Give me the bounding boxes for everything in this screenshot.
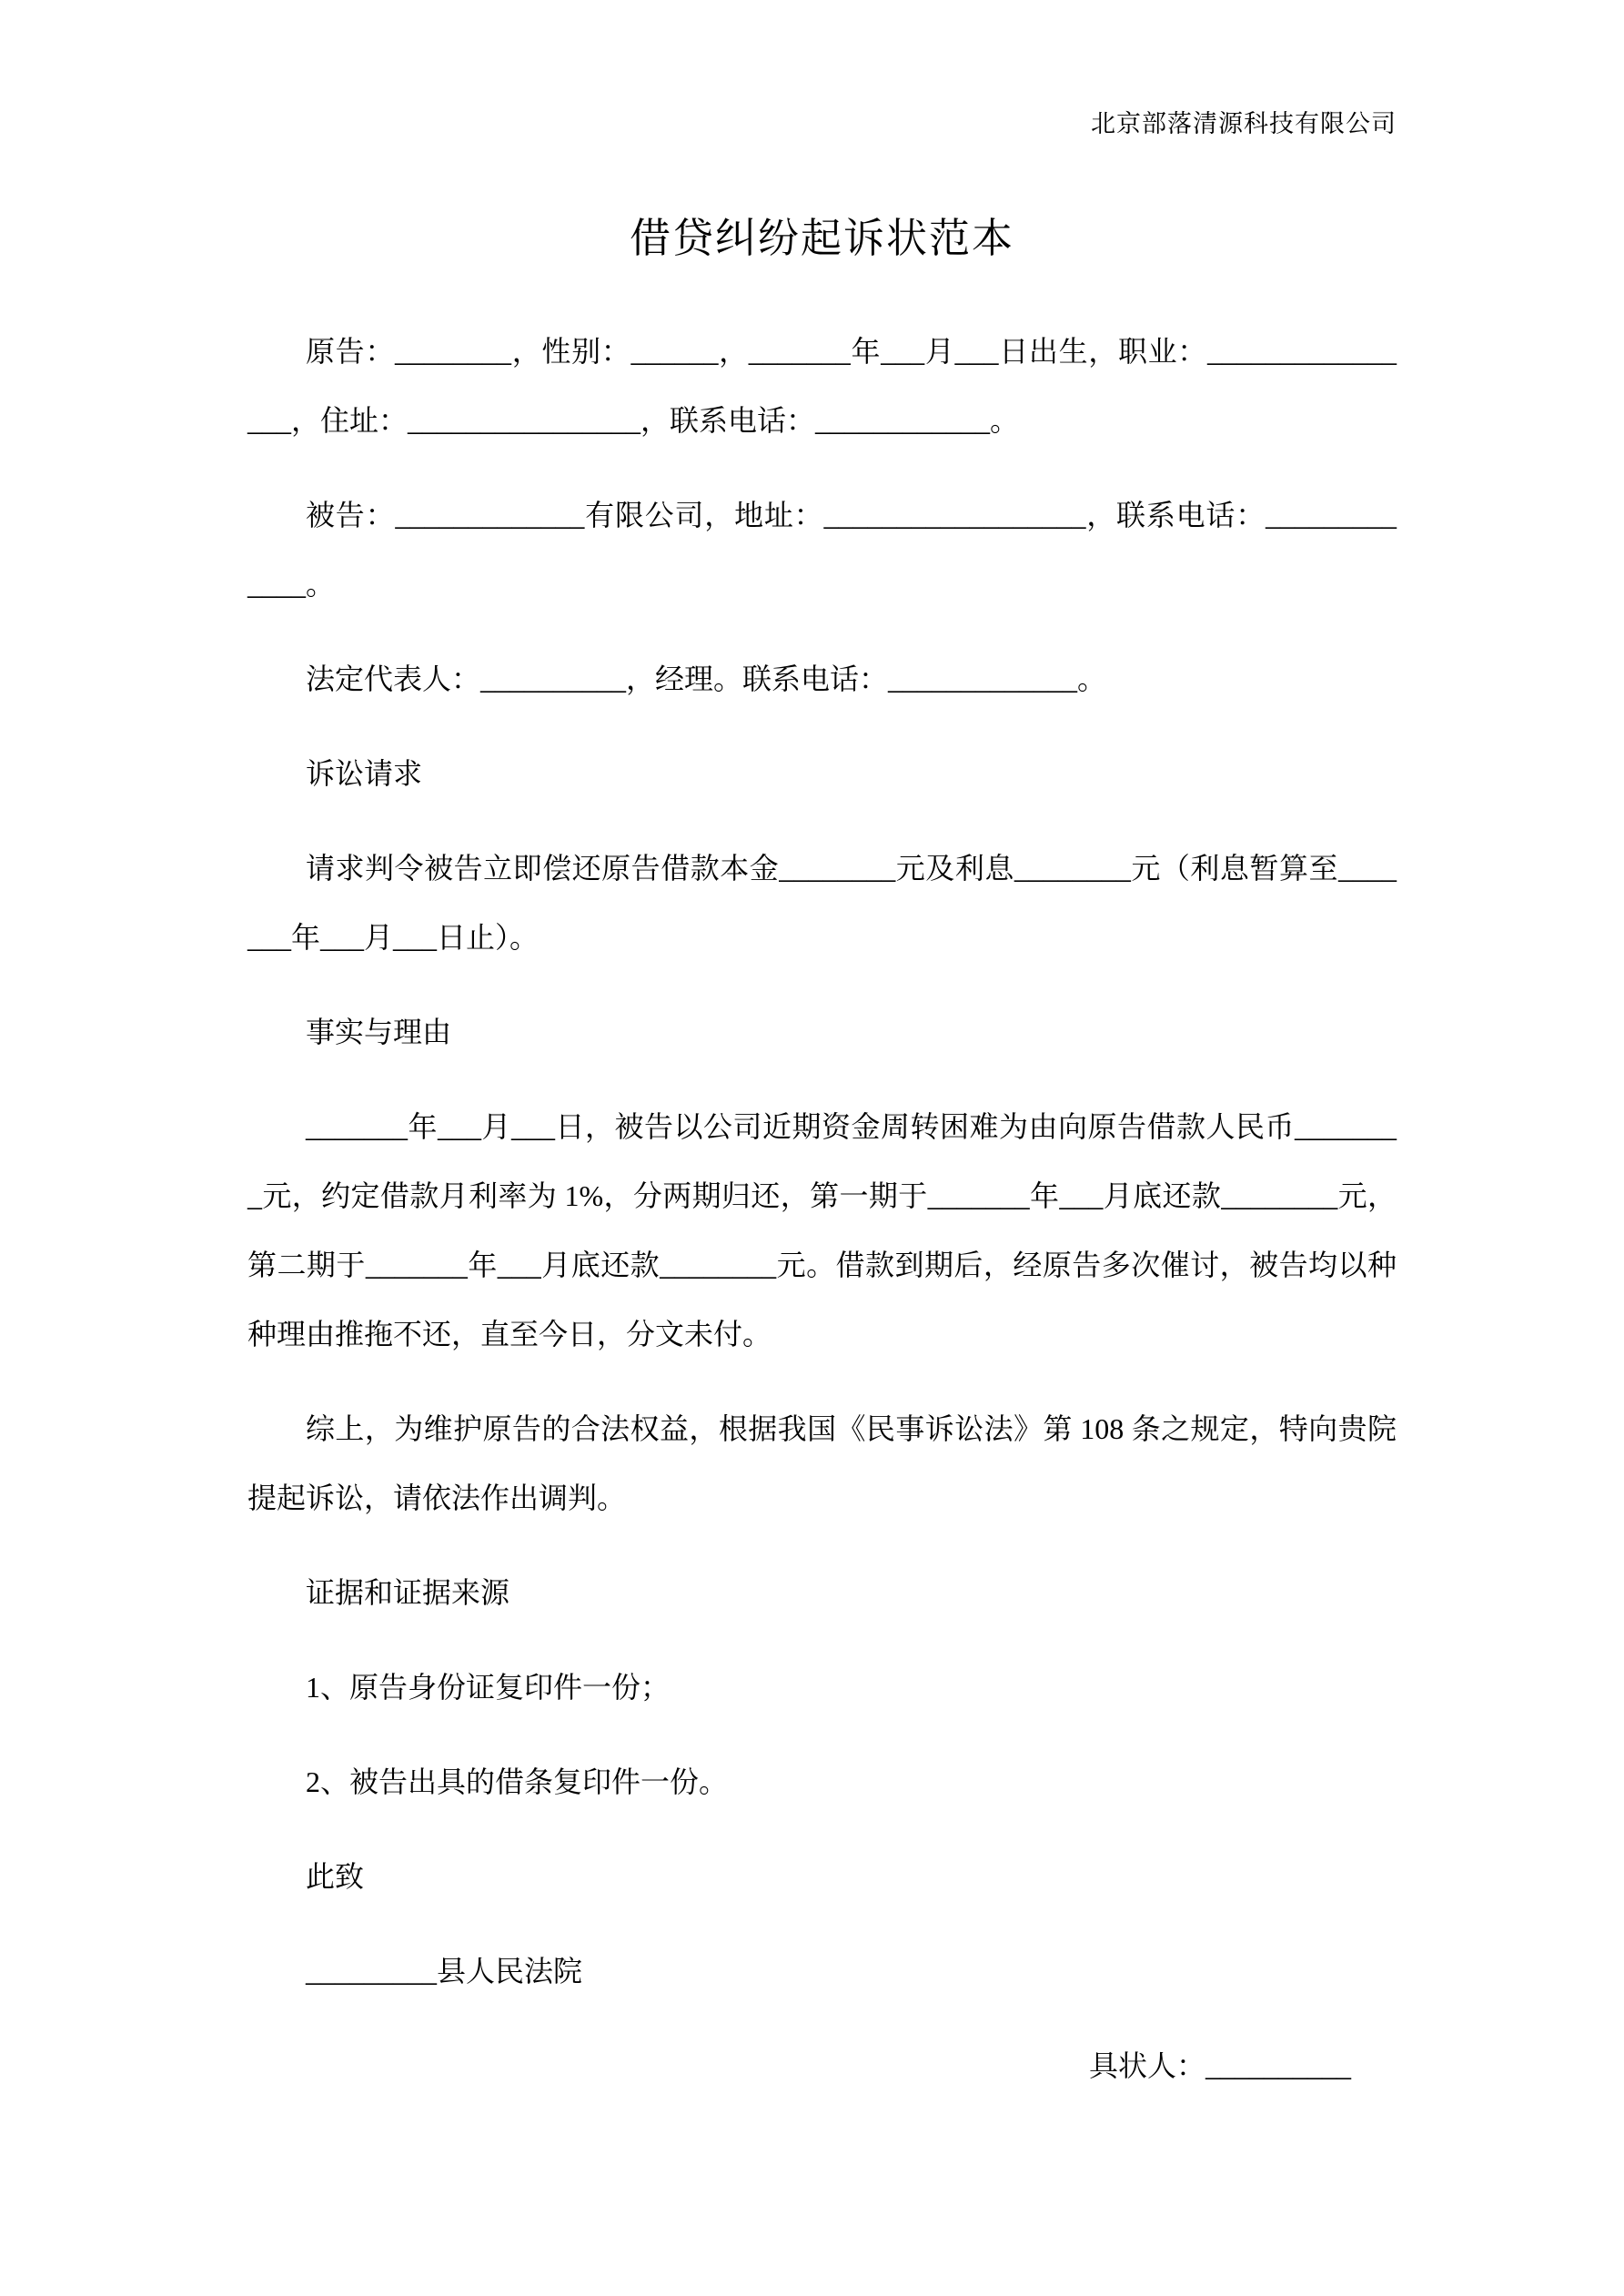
- evidence-item-1: 1、原告身份证复印件一份；: [306, 1671, 671, 1704]
- company-name-header: 北京部落清源科技有限公司: [1091, 110, 1397, 137]
- paragraph-plaintiff-info: 原告：________，性别：______，_______年___月___日出生，职业：________________，住址：________________，联系电话：____________。: [247, 335, 1397, 437]
- evidence-item-2: 2、被告出具的借条复印件一份。: [306, 1765, 729, 1798]
- paragraph-salutation: 此致: [306, 1860, 365, 1893]
- paragraph-facts-detail: _______年___月___日，被告以公司近期资金周转困难为由向原告借款人民币________元，约定借款月利率为 1%，分两期归还，第一期于_______年___月底还款________元，第二期于_______年___月底还款________元。借款到期后，经原告多次催讨，被告均以种种理由推拖不还，直至今日，分文未付。: [247, 1110, 1397, 1350]
- paragraph-defendant-info: 被告：_____________有限公司，地址：__________________，联系电话：_____________。: [247, 499, 1397, 601]
- document-title: 借贷纠纷起诉状范本: [629, 216, 1014, 261]
- section-heading-evidence: 证据和证据来源: [306, 1576, 510, 1609]
- paragraph-legal-basis: 综上，为维护原告的合法权益，根据我国《民事诉讼法》第 108 条之规定，特向贵院提起诉讼，请依法作出调判。: [247, 1412, 1397, 1514]
- paragraph-legal-representative: 法定代表人：__________，经理。联系电话：_____________。: [306, 663, 1107, 695]
- signature-line: 具状人：__________: [1089, 2049, 1352, 2082]
- paragraph-court-name: _________县人民法院: [306, 1955, 583, 1988]
- section-heading-claims: 诉讼请求: [306, 757, 423, 790]
- paragraph-claim-request: 请求判令被告立即偿还原告借款本金________元及利息________元（利息暂算至_______年___月___日止）。: [247, 852, 1397, 954]
- section-heading-facts-and-reasons: 事实与理由: [306, 1016, 452, 1048]
- document-body: [247, 317, 1397, 2100]
